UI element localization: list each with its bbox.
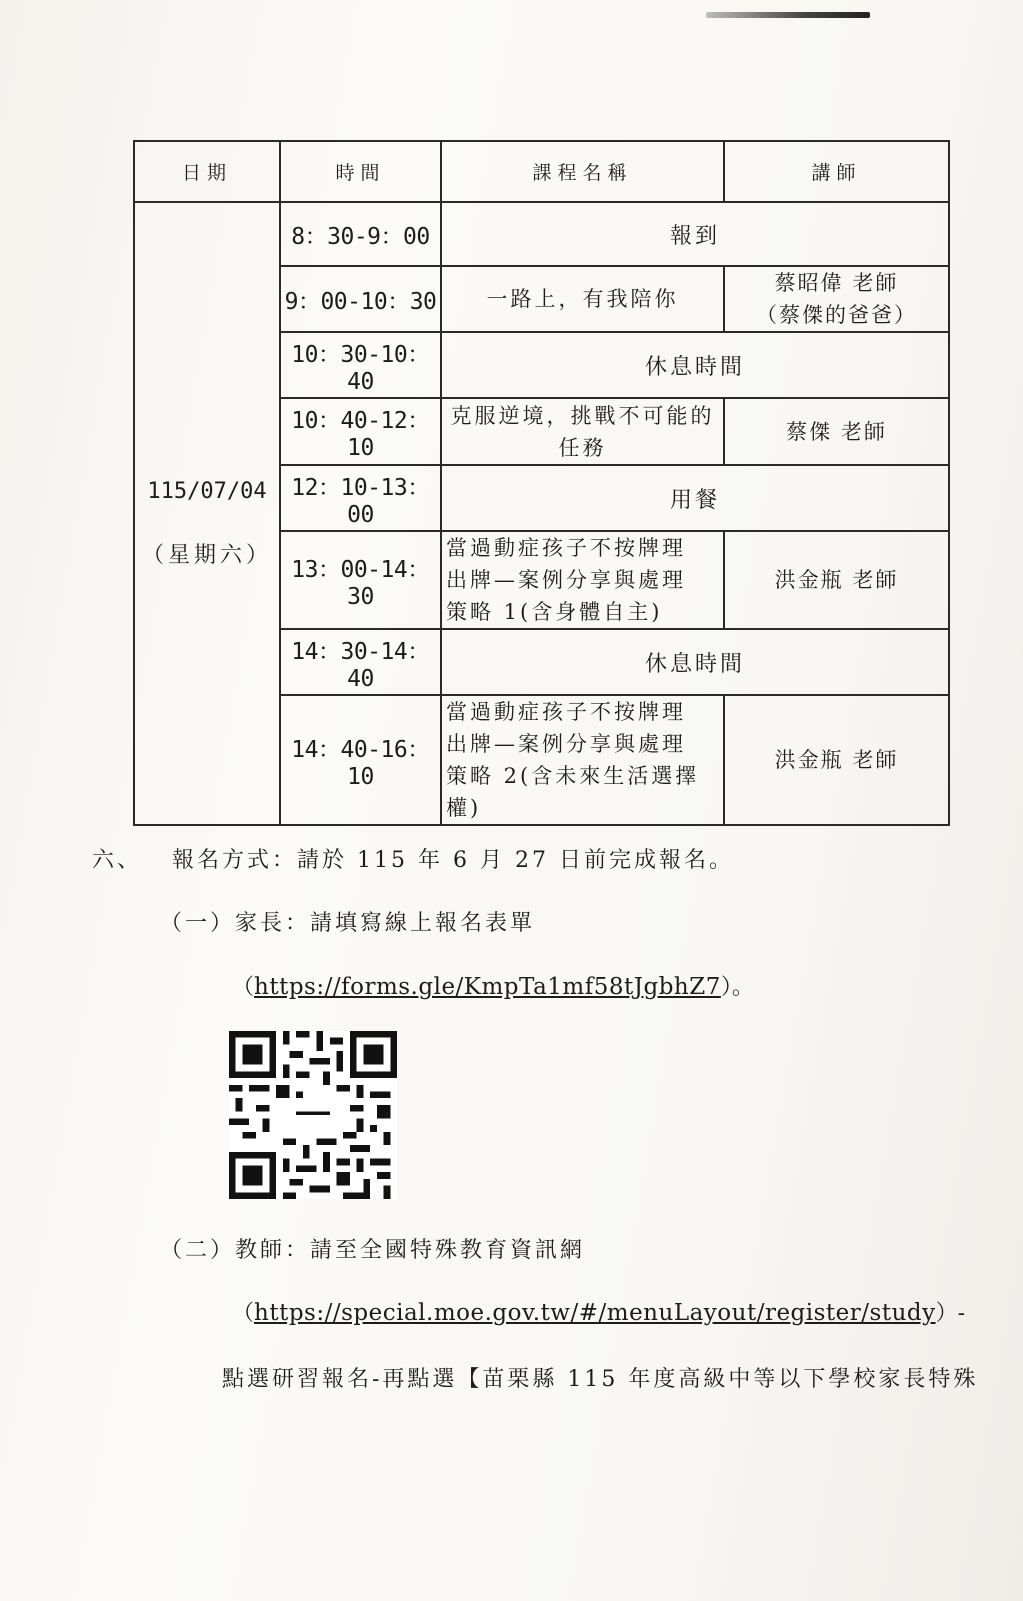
date-value: 115/07/04 xyxy=(147,478,267,504)
paren-close: ）- xyxy=(935,1301,966,1326)
table-header-row xyxy=(134,141,949,202)
course-cell xyxy=(441,398,724,465)
time-cell: 10：30-10：40 xyxy=(280,332,441,398)
course-line: 當過動症孩子不按牌理 xyxy=(446,700,686,724)
course-cell xyxy=(441,695,724,825)
parent-instruction: （一）家長：請填寫線上報名表單 xyxy=(160,911,536,936)
section-6-heading xyxy=(92,843,734,874)
parent-url-line xyxy=(232,970,754,1001)
header-course: 課程名稱 xyxy=(441,141,724,202)
teacher-name: 蔡昭偉 老師 xyxy=(774,271,899,295)
special-education-link[interactable]: https://special.moe.gov.tw/#/menuLayout/register/study xyxy=(254,1300,936,1326)
teacher-cell: 洪金瓶 老師 xyxy=(724,531,949,629)
paren-close: ）。 xyxy=(720,975,754,1000)
parent-form-link[interactable]: https://forms.gle/KmpTa1mf58tJgbhZ7 xyxy=(254,974,721,1000)
paren-open: （ xyxy=(232,975,255,1000)
paren-open: （ xyxy=(232,1301,255,1326)
course-cell: 一路上，有我陪你 xyxy=(441,266,724,332)
teacher-cell xyxy=(724,266,949,332)
time-cell: 9：00-10：30 xyxy=(280,266,441,332)
registration-method: 報名方式：請於 115 年 6 月 27 日前完成報名。 xyxy=(172,848,734,873)
activity-cell: 報到 xyxy=(441,202,949,266)
time-cell: 14：30-14：40 xyxy=(280,629,441,695)
qr-code-icon[interactable] xyxy=(229,1031,397,1199)
teacher-note: （蔡傑的爸爸） xyxy=(756,303,917,327)
activity-cell: 休息時間 xyxy=(441,332,949,398)
weekday-value: （星期六） xyxy=(141,542,272,568)
course-line: 權) xyxy=(446,796,482,820)
teacher-cell: 蔡傑 老師 xyxy=(724,398,949,465)
time-cell: 14：40-16：10 xyxy=(280,695,441,825)
course-cell xyxy=(441,531,724,629)
section-marker: 六、 xyxy=(92,848,143,873)
teacher-cell: 洪金瓶 老師 xyxy=(724,695,949,825)
registration-steps: 點選研習報名-再點選【苗栗縣 115 年度高級中等以下學校家長特殊 xyxy=(222,1367,979,1392)
time-cell: 13：00-14：30 xyxy=(280,531,441,629)
header-teacher: 講師 xyxy=(724,141,949,202)
schedule-table xyxy=(133,140,950,826)
course-line: 克服逆境，挑戰不可能的 xyxy=(450,403,715,428)
time-cell: 8：30-9：00 xyxy=(280,202,441,266)
course-line: 出牌—案例分享與處理 xyxy=(446,568,686,592)
course-line: 任務 xyxy=(558,435,607,460)
header-date: 日期 xyxy=(134,141,280,202)
activity-cell: 用餐 xyxy=(441,465,949,531)
teacher-instruction: （二）教師：請至全國特殊教育資訊網 xyxy=(160,1238,586,1263)
course-line: 策略 1(含身體自主) xyxy=(446,600,663,624)
header-time: 時間 xyxy=(280,141,441,202)
time-cell: 10：40-12：10 xyxy=(280,398,441,465)
time-cell: 12：10-13：00 xyxy=(280,465,441,531)
scan-mark xyxy=(706,12,870,18)
course-line: 當過動症孩子不按牌理 xyxy=(446,536,686,560)
table-row xyxy=(134,202,949,266)
course-line: 出牌—案例分享與處理 xyxy=(446,732,686,756)
teacher-url-line xyxy=(232,1296,965,1327)
date-cell xyxy=(134,202,280,825)
course-line: 策略 2(含未來生活選擇 xyxy=(446,764,700,788)
activity-cell: 休息時間 xyxy=(441,629,949,695)
